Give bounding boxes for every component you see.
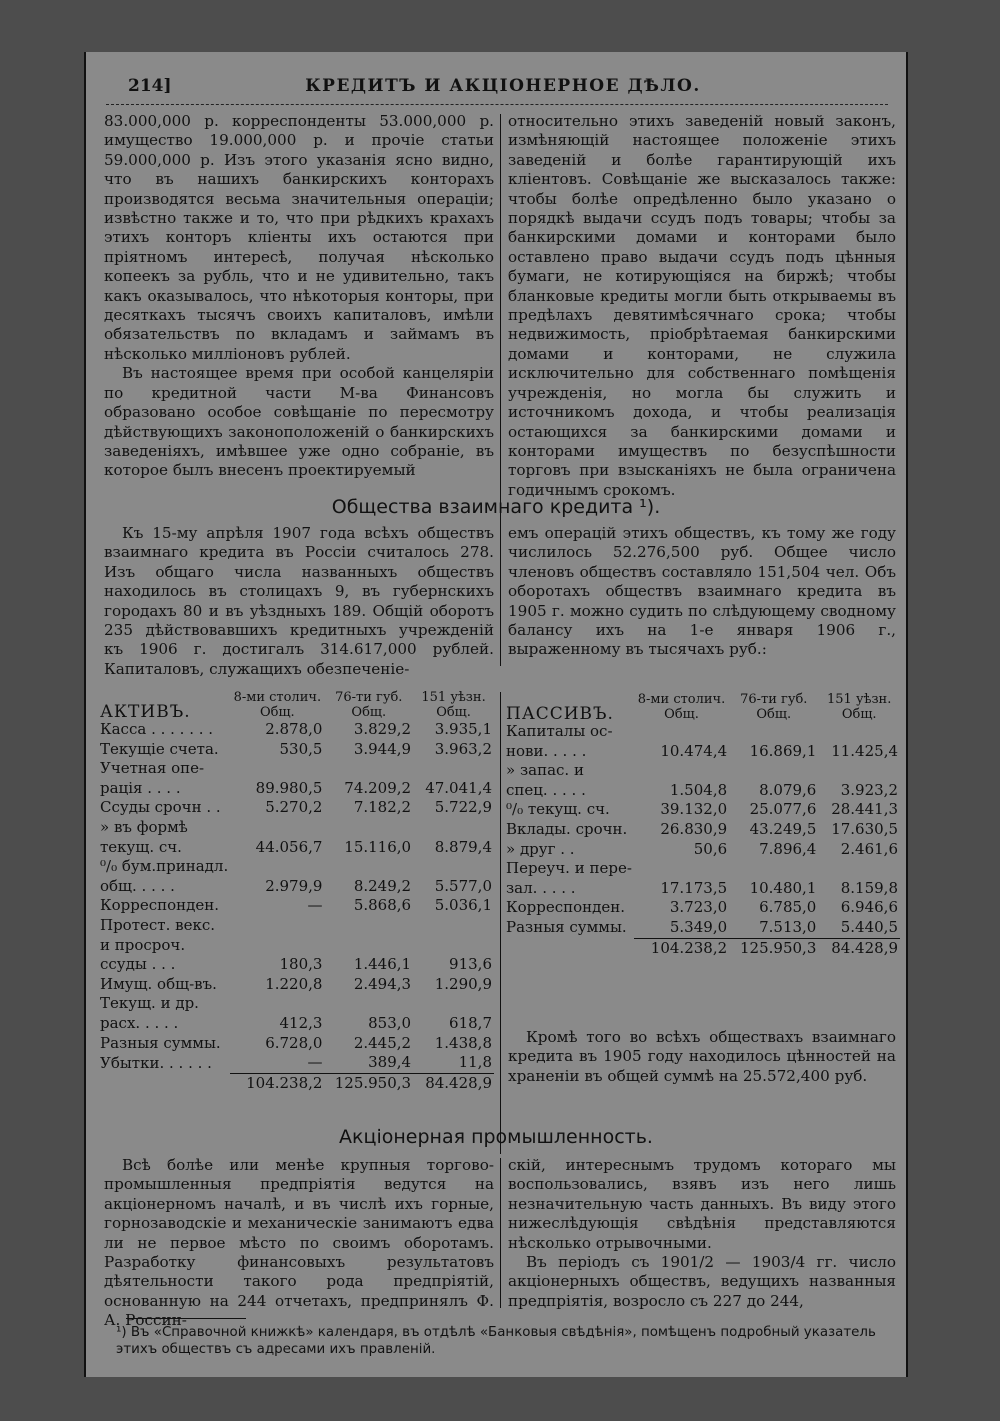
- value-cell: [634, 761, 729, 781]
- column-divider: [500, 526, 501, 666]
- value-cell: 2.979,9: [265, 876, 323, 895]
- table-row: [98, 955, 494, 975]
- section-title: Общества взаимнаго кредита ¹).: [331, 496, 661, 518]
- value-cell: 15.116,0: [344, 837, 412, 856]
- value-cell: 10.474,4: [660, 741, 728, 760]
- table-row: [98, 1053, 494, 1073]
- row-label: нови. . . . .: [506, 741, 587, 760]
- value-cell: 11.425,4: [831, 741, 898, 760]
- value-cell: [230, 818, 324, 838]
- table-row: [504, 840, 900, 860]
- value-cell: 2.878,0: [265, 720, 323, 738]
- table-row: [504, 761, 900, 781]
- value-cell: 618,7: [449, 1013, 492, 1032]
- value-cell: 7.513,0: [759, 917, 817, 936]
- value-cell: 5.440,5: [840, 917, 898, 936]
- page-number: 214]: [128, 76, 172, 96]
- table-row: [98, 1034, 494, 1054]
- row-label: Убытки. . . . . .: [100, 1053, 212, 1072]
- table-row: [504, 898, 900, 918]
- row-label: Корреспонден.: [506, 898, 626, 917]
- column-divider: [500, 692, 501, 1154]
- value-cell: [729, 761, 818, 781]
- value-cell: 3.944,9: [353, 739, 412, 758]
- table-row: [98, 818, 494, 838]
- value-cell: 1.438,8: [434, 1033, 492, 1052]
- row-label: Корреспонден.: [100, 896, 220, 915]
- value-cell: 50,6: [693, 839, 728, 858]
- table-row: [98, 896, 494, 916]
- value-cell: [324, 994, 413, 1014]
- total-cell: 125.950,3: [324, 1073, 413, 1093]
- value-cell: [324, 916, 413, 936]
- table-row: [98, 798, 494, 818]
- total-cell: 104.238,2: [230, 1073, 324, 1093]
- row-label: ссуды . . .: [100, 955, 176, 974]
- value-cell: 1.290,9: [434, 974, 492, 993]
- value-cell: 6.946,6: [840, 898, 898, 917]
- value-cell: [230, 857, 324, 877]
- value-cell: 8.159,8: [840, 878, 898, 897]
- value-cell: 3.723,0: [669, 898, 728, 917]
- value-cell: 3.963,2: [434, 739, 492, 758]
- table-row: [504, 800, 900, 820]
- value-cell: 26.830,9: [660, 819, 728, 838]
- passiv-note: [508, 1028, 896, 1086]
- table-row: [98, 975, 494, 995]
- value-cell: [324, 759, 413, 779]
- value-cell: [634, 722, 729, 742]
- row-label: Разныя суммы.: [506, 918, 627, 937]
- section2-right-column: [508, 1156, 896, 1311]
- value-cell: 1.504,8: [669, 780, 728, 799]
- row-label: ⁰/₀ бум.принадл.: [100, 857, 229, 876]
- row-label: Учетная опе-: [100, 759, 205, 778]
- value-cell: [413, 857, 494, 877]
- value-cell: 16.869,1: [749, 741, 817, 760]
- paragraph: Въ настоящее время при особой канцеляріи по кредитной части М-ва Финансовъ образовано особое совѣщаніе по пересмотру дѣйствующихъ законоположеній о банкирскихъ заведеніяхъ, имѣвшее уже одно собраніе, въ которое былъ внесенъ проектируемый: [104, 364, 494, 480]
- row-label: » въ формѣ: [100, 817, 188, 836]
- row-label: Капиталы ос-: [506, 722, 613, 740]
- row-label: Имущ. общ-въ.: [100, 974, 217, 993]
- paragraph: емъ операцій этихъ обществъ, къ тому же году числилось 52.276,500 руб. Общее число членовъ обществъ составляло 151,504 чел. Объ оборотахъ обществъ взаимнаго кредита въ 1905 г. можно судить по слѣдующему сводному балансу ихъ на 1-е января 1906 г., выраженному въ тысячахъ руб.:: [508, 524, 896, 659]
- table-row: [504, 859, 900, 879]
- value-cell: 11,8: [458, 1053, 492, 1072]
- section1-left-column: [104, 524, 494, 679]
- value-cell: [230, 759, 324, 779]
- top-left-column: [104, 112, 494, 481]
- row-label: » запас. и: [506, 761, 584, 780]
- value-cell: 17.630,5: [831, 819, 898, 838]
- value-cell: 530,5: [279, 739, 323, 758]
- value-cell: 1.220,8: [265, 974, 323, 993]
- column-header: 76-ти губ. Общ.: [740, 692, 808, 722]
- table-row: [98, 916, 494, 936]
- paragraph: скій, интереснымъ трудомъ котораго мы воспользовались, взявъ изъ него лишь незначительную часть данныхъ. Въ виду этого нижеслѣдующія свѣдѣнія представляются нѣсколько отрывочными.: [508, 1156, 896, 1252]
- value-cell: 25.077,6: [749, 800, 817, 819]
- running-title: КРЕДИТЪ И АКЦІОНЕРНОЕ ДѢЛО.: [305, 76, 701, 96]
- section1-right-column: [508, 524, 896, 660]
- table-row: [98, 740, 494, 760]
- paragraph: Кромѣ того во всѣхъ обществахъ взаимнаго кредита въ 1905 году находилось цѣнностей на храненіи въ общей суммѣ на 25.572,400 руб.: [508, 1028, 896, 1085]
- row-label: Протест. векс.: [100, 915, 215, 934]
- value-cell: 89.980,5: [255, 778, 323, 797]
- paragraph: Къ 15-му апрѣля 1907 года всѣхъ обществъ взаимнаго кредита въ Россіи считалось 278. Изъ общаго числа названныхъ обществъ находилось въ столицахъ 9, въ губернскихъ городахъ 80 и въ уѣздныхъ 189. Общій оборотъ 235 дѣйствовавшихъ кредитныхъ учрежденій къ 1906 г. достигалъ 314.617,000 рублей. Капиталовъ, служащихъ обезпеченіе-: [104, 524, 494, 678]
- row-label: Текущ. и др.: [100, 994, 199, 1013]
- column-header: 76-ти губ. Общ.: [335, 690, 403, 720]
- row-label: » друг . .: [506, 839, 575, 858]
- value-cell: [729, 722, 818, 742]
- value-cell: 5.577,0: [434, 876, 492, 895]
- footnote: ¹) Въ «Справочной книжкѣ» календаря, въ отдѣлѣ «Банковыя свѣдѣнія», помѣщенъ подробный указатель этихъ обществъ съ адресами ихъ правленій.: [116, 1325, 876, 1357]
- value-cell: 28.441,3: [831, 800, 898, 819]
- value-cell: 180,3: [279, 955, 323, 974]
- table-row: [98, 720, 494, 740]
- table-row: [98, 994, 494, 1014]
- value-cell: 39.132,0: [660, 800, 728, 819]
- row-label: спец. . . . .: [506, 780, 586, 799]
- column-divider: [500, 1158, 501, 1308]
- book-page: [84, 52, 908, 1377]
- value-cell: [230, 936, 324, 956]
- row-label: Вклады. срочн.: [506, 819, 628, 838]
- row-label: Ссуды срочн . .: [100, 798, 221, 817]
- row-label: расх. . . . .: [100, 1013, 179, 1032]
- row-label: общ. . . . .: [100, 876, 175, 895]
- value-cell: 43.249,5: [749, 819, 817, 838]
- value-cell: 47.041,4: [425, 778, 492, 797]
- value-cell: 5.270,2: [265, 798, 323, 817]
- value-cell: 8.079,6: [759, 780, 817, 799]
- passiv-table: [504, 692, 900, 958]
- value-cell: 44.056,7: [255, 837, 323, 856]
- table-row: [504, 879, 900, 899]
- value-cell: 3.829,2: [353, 720, 412, 738]
- row-label: текущ. сч.: [100, 837, 182, 856]
- footnote-rule: [126, 1318, 246, 1319]
- row-label: Касса . . . . . . .: [100, 720, 214, 738]
- paragraph: 83.000,000 р. корреспонденты 53.000,000 р. имущество 19.000,000 р. и прочіе статьи 59.000,000 р. Изъ этого указанія ясно видно, что въ нашихъ банкирскихъ конторахъ производятся весьма значительныя операціи; извѣстно также и то, что при рѣдкихъ крахахъ этихъ конторъ кліенты ихъ остаются при пріятномъ интересѣ, получая нѣсколько копеекъ за рубль, что и не удивительно, такъ какъ оказывалось, что нѣкоторыя конторы, при десяткахъ тысячъ своихъ капиталовъ, имѣли обязательствъ по вкладамъ и займамъ въ нѣсколько милліоновъ рублей.: [104, 112, 494, 363]
- value-cell: 2.494,3: [353, 974, 412, 993]
- table-row: [504, 781, 900, 801]
- value-cell: 853,0: [368, 1013, 412, 1032]
- column-header: 151 уѣзн. Общ.: [827, 692, 892, 722]
- value-cell: [324, 936, 413, 956]
- row-label: Разныя суммы.: [100, 1033, 221, 1052]
- value-cell: 74.209,2: [344, 778, 412, 797]
- value-cell: [818, 722, 900, 742]
- value-cell: [324, 818, 413, 838]
- value-cell: [324, 857, 413, 877]
- value-cell: 2.445,2: [353, 1033, 412, 1052]
- table-row: [98, 779, 494, 799]
- table-row: [504, 742, 900, 762]
- table-row: [98, 936, 494, 956]
- table-row: [504, 722, 900, 742]
- aktiv-title: АКТИВЪ.: [100, 702, 191, 722]
- section2-left-column: [104, 1156, 494, 1331]
- row-label: и просроч.: [100, 935, 186, 954]
- table-row: [98, 759, 494, 779]
- value-cell: [230, 916, 324, 936]
- total-cell: 125.950,3: [729, 938, 818, 958]
- value-cell: 412,3: [279, 1013, 323, 1032]
- table-row: [98, 877, 494, 897]
- total-cell: 104.238,2: [634, 938, 729, 958]
- value-cell: 7.896,4: [759, 839, 817, 858]
- value-cell: 10.480,1: [749, 878, 817, 897]
- value-cell: [413, 818, 494, 838]
- header-rule: [106, 104, 888, 105]
- aktiv-table: [98, 690, 494, 1093]
- table-row: [98, 1014, 494, 1034]
- value-cell: 2.461,6: [840, 839, 898, 858]
- value-cell: 3.935,1: [434, 720, 492, 738]
- row-label: Переуч. и пере-: [506, 859, 632, 878]
- table-row: [504, 820, 900, 840]
- value-cell: 6.785,0: [759, 898, 817, 917]
- passiv-title: ПАССИВЪ.: [506, 704, 614, 724]
- row-label: зал. . . . .: [506, 878, 576, 897]
- column-header: 8-ми столич. Общ.: [637, 692, 726, 722]
- value-cell: 7.182,2: [353, 798, 412, 817]
- column-divider: [500, 114, 501, 532]
- row-label: ⁰/₀ текущ. сч.: [506, 800, 610, 819]
- table-row: [504, 918, 900, 938]
- paragraph: Всѣ болѣе или менѣе крупныя торгово-промышленныя предпріятія ведутся на акціонерномъ началѣ, и въ числѣ ихъ горные, горнозаводскіе и механическіе занимаютъ едва ли не первое мѣсто по своимъ оборотамъ. Разработку финансовыхъ результатовъ дѣятельности такого рода предпріятій, основанную на 244 отчетахъ, предпринялъ Ф. А. Россин-: [104, 1156, 494, 1330]
- paragraph: Въ періодъ съ 1901/2 — 1903/4 гг. число акціонерныхъ обществъ, ведущихъ названныя предпріятія, возросло съ 227 до 244,: [508, 1253, 896, 1310]
- value-cell: 913,6: [449, 955, 492, 974]
- value-cell: [413, 759, 494, 779]
- paragraph: относительно этихъ заведеній новый законъ, измѣняющій настоящее положеніе этихъ заведеній и болѣе гарантирующій ихъ кліентовъ. Совѣщаніе же высказалось также: чтобы болѣе опредѣленно было указано о порядкѣ выдачи ссудъ подъ товары; чтобы за банкирскими домами и конторами было оставлено право выдачи ссудъ подъ цѣнныя бумаги, не котирующіяся на биржѣ; чтобы бланковые кредиты могли быть открываемы въ предѣлахъ девятимѣсячнаго срока; чтобы недвижимость, пріобрѣтаемая банкирскими домами и конторами, не служила исключительно для собственнаго помѣщенія учрежденія, но могла бы служить и источникомъ дохода, и чтобы реализація остающихся за банкирскими домами и конторами имуществъ по безуспѣшности торговъ при взысканіяхъ не была ограничена годичнымъ срокомъ.: [508, 112, 896, 499]
- value-cell: 5.036,1: [434, 896, 492, 915]
- value-cell: 8.879,4: [434, 837, 492, 856]
- table-row: [98, 857, 494, 877]
- value-cell: 1.446,1: [353, 955, 412, 974]
- column-header: 151 уѣзн. Общ.: [421, 690, 486, 720]
- section-title: Акціонерная промышленность.: [339, 1126, 653, 1148]
- value-cell: 5.868,6: [353, 896, 412, 915]
- value-cell: 17.173,5: [660, 878, 728, 897]
- value-cell: [230, 994, 324, 1014]
- value-cell: [413, 936, 494, 956]
- total-cell: 84.428,9: [413, 1073, 494, 1093]
- total-cell: 84.428,9: [818, 938, 900, 958]
- value-cell: 5.722,9: [434, 798, 492, 817]
- value-cell: —: [307, 896, 323, 915]
- value-cell: 5.349,0: [669, 917, 728, 936]
- value-cell: [634, 859, 729, 879]
- row-label: Текущіе счета.: [100, 739, 219, 758]
- table-row: [98, 838, 494, 858]
- value-cell: 8.249,2: [353, 876, 412, 895]
- value-cell: [818, 859, 900, 879]
- row-label: рація . . . .: [100, 778, 181, 797]
- value-cell: [413, 994, 494, 1014]
- top-right-column: [508, 112, 896, 500]
- value-cell: [729, 859, 818, 879]
- value-cell: [413, 916, 494, 936]
- value-cell: —: [307, 1053, 323, 1072]
- value-cell: 389,4: [368, 1053, 412, 1072]
- value-cell: [818, 761, 900, 781]
- running-header: [114, 76, 892, 104]
- value-cell: 6.728,0: [265, 1033, 323, 1052]
- value-cell: 3.923,2: [840, 780, 898, 799]
- column-header: 8-ми столич. Общ.: [233, 690, 322, 720]
